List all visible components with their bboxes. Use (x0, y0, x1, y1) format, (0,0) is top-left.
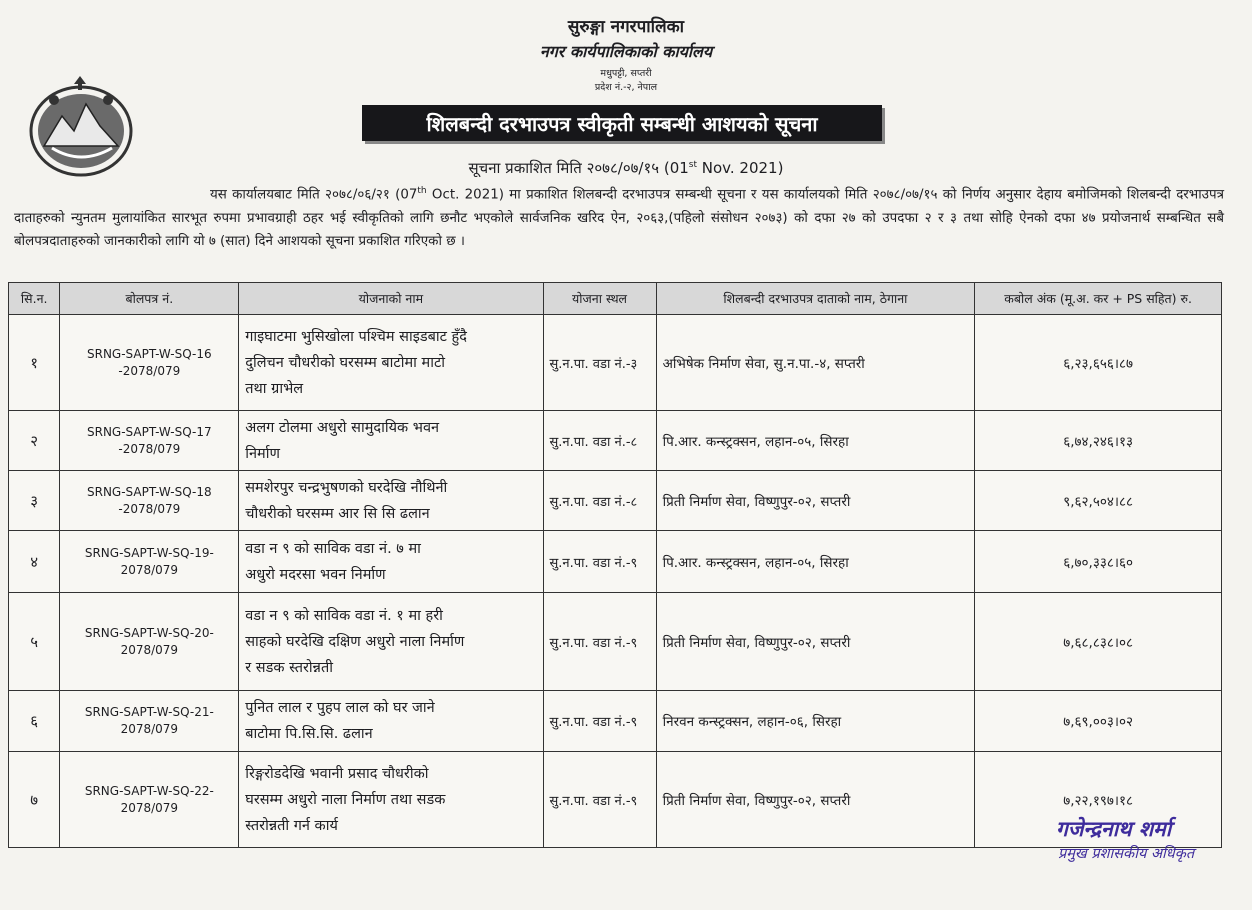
cell-sn: २ (9, 411, 60, 471)
cell-bid-no: SRNG-SAPT-W-SQ-22- 2078/079 (60, 752, 239, 848)
cell-amount: ७,२२,१९७।१८ (975, 752, 1222, 848)
cell-bidder: प्रिती निर्माण सेवा, विष्णुपुर-०२, सप्तरी (656, 471, 975, 531)
cell-location: सु.न.पा. वडा नं.-९ (543, 752, 656, 848)
cell-project-name: वडा न ९ को साविक वडा नं. १ मा हरी साहको घरदेखि दक्षिण अधुरो नाला निर्माण र सडक स्तरोन्नती (239, 593, 543, 691)
notice-title: शिलबन्दी दरभाउपत्र स्वीकृती सम्बन्धी आशयको सूचना (362, 105, 882, 141)
signature-block (1056, 815, 1246, 863)
cell-amount: ७,६८,८३८।०८ (975, 593, 1222, 691)
address-line-1: मधुपट्टी, सप्तरी (600, 68, 652, 79)
cell-project-name: गाइघाटमा भुसिखोला पश्चिम साइडबाट हुँदै दुलिचन चौधरीको घरसम्म बाटोमा माटो तथा ग्राभेल (239, 315, 543, 411)
cell-bid-no: SRNG-SAPT-W-SQ-20- 2078/079 (60, 593, 239, 691)
cell-bidder: निरवन कन्स्ट्रक्सन, लहान-०६, सिरहा (656, 691, 975, 752)
cell-bid-no: SRNG-SAPT-W-SQ-19- 2078/079 (60, 531, 239, 593)
cell-sn: १ (9, 315, 60, 411)
cell-bidder: पि.आर. कन्स्ट्रक्सन, लहान-०५, सिरहा (656, 531, 975, 593)
cell-bid-no: SRNG-SAPT-W-SQ-16 -2078/079 (60, 315, 239, 411)
col-header-bidder: शिलबन्दी दरभाउपत्र दाताको नाम, ठेगाना (656, 283, 975, 315)
col-header-sn: सि.न. (9, 283, 60, 315)
cell-location: सु.न.पा. वडा नं.-९ (543, 691, 656, 752)
cell-project-name: वडा न ९ को साविक वडा नं. ७ मा अधुरो मदरसा भवन निर्माण (239, 531, 543, 593)
table-row (9, 411, 1222, 471)
col-header-location: योजना स्थल (543, 283, 656, 315)
table-row (9, 752, 1222, 848)
bid-approval-table (8, 282, 1222, 848)
signatory-title: प्रमुख प्रशासकीय अधिकृत (1058, 846, 1195, 862)
cell-sn: ४ (9, 531, 60, 593)
cell-location: सु.न.पा. वडा नं.-८ (543, 471, 656, 531)
cell-bidder: प्रिती निर्माण सेवा, विष्णुपुर-०२, सप्तरी (656, 752, 975, 848)
cell-sn: ३ (9, 471, 60, 531)
table-row (9, 691, 1222, 752)
col-header-project-name: योजनाको नाम (239, 283, 543, 315)
cell-project-name: अलग टोलमा अधुरो सामुदायिक भवन निर्माण (239, 411, 543, 471)
address-line-2: प्रदेश नं.-२, नेपाल (594, 82, 658, 93)
table-row (9, 593, 1222, 691)
cell-amount: ६,२३,६५६।८७ (975, 315, 1222, 411)
notice-header (0, 0, 1252, 160)
notice-paragraph: यस कार्यालयबाट मिति २०७८/०६/२१ (07th Oct. 2021) मा प्रकाशित शिलबन्दी दरभाउपत्र सम्बन्धी सूचना र यस कार्यालयको मिति २०७८/०७/१५ को निर्णय अनुसार देहाय बमोजिमको शिलबन्दी दरभाउपत्र दाताहरुको न्युनतम मुलायांकित सारभूत रुपमा प्रभावग्राही ठहर भई स्वीकृतिको लागि छनौट भएकोले सार्वजनिक खरिद ऐन, २०६३,(पहिलो संसोधन २०७३) को दफा २७ को उपदफा २ र ३ तथा सोहि ऐनको दफा ४७ प्रयोजनार्थ सम्बन्धित सबै बोलपत्रदाताहरुको जानकारीको लागि यो ७ (सात) दिने आशयको सूचना प्रकाशित गरिएको छ । (14, 186, 1225, 250)
cell-bid-no: SRNG-SAPT-W-SQ-21- 2078/079 (60, 691, 239, 752)
office-name: नगर कार्यपालिकाको कार्यालय (539, 42, 713, 61)
cell-sn: ६ (9, 691, 60, 752)
cell-bidder: पि.आर. कन्स्ट्रक्सन, लहान-०५, सिरहा (656, 411, 975, 471)
cell-project-name: रिङ्गरोडदेखि भवानी प्रसाद चौधरीको घरसम्म अधुरो नाला निर्माण तथा सडक स्तरोन्नती गर्न कार्य (239, 752, 543, 848)
cell-location: सु.न.पा. वडा नं.-९ (543, 531, 656, 593)
cell-bidder: अभिषेक निर्माण सेवा, सु.न.पा.-४, सप्तरी (656, 315, 975, 411)
cell-amount: ६,७४,२४६।१३ (975, 411, 1222, 471)
cell-sn: ७ (9, 752, 60, 848)
cell-amount: ७,६९,००३।०२ (975, 691, 1222, 752)
municipality-name: सुरुङ्गा नगरपालिका (567, 17, 685, 37)
cell-project-name: पुनित लाल र पुहप लाल को घर जाने बाटोमा पि.सि.सि. ढलान (239, 691, 543, 752)
cell-location: सु.न.पा. वडा नं.-३ (543, 315, 656, 411)
signatory-name: गजेन्द्रनाथ शर्मा (1056, 817, 1172, 841)
table-row (9, 531, 1222, 593)
publication-date: सूचना प्रकाशित मिति २०७८/०७/१५ (01st Nov. 2021) (468, 159, 784, 177)
col-header-amount: कबोल अंक (मू.अ. कर + PS सहित) रु. (975, 283, 1222, 315)
cell-location: सु.न.पा. वडा नं.-९ (543, 593, 656, 691)
cell-location: सु.न.पा. वडा नं.-८ (543, 411, 656, 471)
cell-bidder: प्रिती निर्माण सेवा, विष्णुपुर-०२, सप्तरी (656, 593, 975, 691)
cell-bid-no: SRNG-SAPT-W-SQ-17 -2078/079 (60, 411, 239, 471)
cell-project-name: समशेरपुर चन्द्रभुषणको घरदेखि नौथिनी चौधरीको घरसम्म आर सि सि ढलान (239, 471, 543, 531)
table-row (9, 315, 1222, 411)
table-header-row (9, 283, 1222, 315)
cell-amount: ९,६२,५०४।८८ (975, 471, 1222, 531)
table-row (9, 471, 1222, 531)
cell-sn: ५ (9, 593, 60, 691)
cell-amount: ६,७०,३३८।६० (975, 531, 1222, 593)
cell-bid-no: SRNG-SAPT-W-SQ-18 -2078/079 (60, 471, 239, 531)
col-header-bid-no: बोलपत्र नं. (60, 283, 239, 315)
